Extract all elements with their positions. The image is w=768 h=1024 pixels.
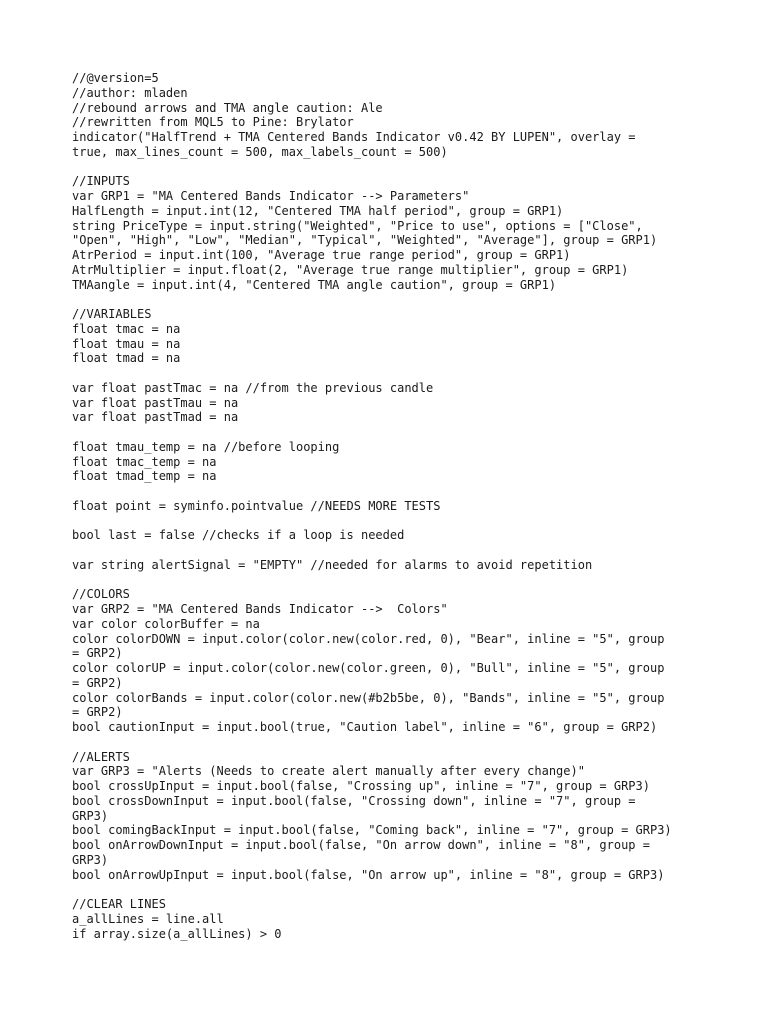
blank-line — [72, 735, 712, 750]
code-line: color colorDOWN = input.color(color.new(color.red, 0), "Bear", inline = "5", group — [72, 631, 665, 646]
code-line: "Open", "High", "Low", "Median", "Typical", "Weighted", "Average"], group = GRP1) — [72, 233, 658, 248]
code-line: //CLEAR LINES — [72, 897, 166, 911]
code-line: //ALERTS — [72, 749, 130, 764]
code-line: GRP3) — [72, 852, 109, 867]
code-line: AtrPeriod = input.int(100, "Average true range period", group = GRP1) — [72, 248, 571, 262]
code-line: bool onArrowUpInput = input.bool(false, "On arrow up", inline = "8", group = GRP3) — [72, 867, 665, 882]
code-line: bool cautionInput = input.bool(true, "Caution label", inline = "6", group = GRP2) — [72, 720, 658, 734]
code-line: var string alertSignal = "EMPTY" //needed for alarms to avoid repetition — [72, 557, 593, 572]
code-line: = GRP2) — [72, 705, 123, 720]
code-line: true, max_lines_count = 500, max_labels_count = 500) — [72, 144, 448, 159]
code-line: HalfLength = input.int(12, "Centered TMA half period", group = GRP1) — [72, 203, 564, 218]
code-line: = GRP2) — [72, 675, 123, 690]
blank-line — [72, 366, 712, 381]
code-line: var GRP2 = "MA Centered Bands Indicator --> Colors" — [72, 602, 448, 616]
code-line: bool crossDownInput = input.bool(false, "Crossing down", inline = "7", group = — [72, 793, 636, 808]
blank-line — [72, 484, 712, 499]
code-line: float point = syminfo.pointvalue //NEEDS MORE TESTS — [72, 498, 441, 513]
code-line: var GRP1 = "MA Centered Bands Indicator --> Parameters" — [72, 189, 470, 203]
code-line: color colorUP = input.color(color.new(color.green, 0), "Bull", inline = "5", group — [72, 661, 665, 675]
code-line: //rewritten from MQL5 to Pine: Brylator — [72, 115, 354, 130]
code-line: //VARIABLES — [72, 307, 152, 321]
code-line: float tmad = na — [72, 351, 181, 366]
code-line: //INPUTS — [72, 174, 130, 189]
code-line: var GRP3 = "Alerts (Needs to create alert manually after every change)" — [72, 764, 585, 779]
code-line: GRP3) — [72, 808, 109, 823]
code-line: bool last = false //checks if a loop is needed — [72, 528, 405, 543]
code-line: a_allLines = line.all — [72, 911, 224, 926]
code-line: if array.size(a_allLines) > 0 — [72, 926, 282, 941]
document-page — [72, 71, 712, 941]
code-line: string PriceType = input.string("Weighted", "Price to use", options = ["Close", — [72, 218, 643, 233]
code-line: color colorBands = input.color(color.new(#b2b5be, 0), "Bands", inline = "5", group — [72, 690, 665, 705]
blank-line — [72, 573, 712, 588]
code-line: //rebound arrows and TMA angle caution: Ale — [72, 100, 383, 115]
code-line: float tmau = na — [72, 336, 181, 351]
code-line: //@version=5 — [72, 71, 159, 85]
code-line: AtrMultiplier = input.float(2, "Average true range multiplier", group = GRP1) — [72, 262, 629, 277]
code-line: bool crossUpInput = input.bool(false, "Crossing up", inline = "7", group = GRP3) — [72, 779, 650, 793]
code-line: var color colorBuffer = na — [72, 616, 260, 631]
blank-line — [72, 543, 712, 558]
blank-line — [72, 514, 712, 529]
code-line: var float pastTmac = na //from the previous candle — [72, 380, 434, 395]
blank-line — [72, 160, 712, 175]
code-line: = GRP2) — [72, 646, 123, 661]
code-line: var float pastTmad = na — [72, 410, 239, 425]
code-line: //COLORS — [72, 587, 130, 602]
code-line: float tmad_temp = na — [72, 469, 217, 484]
code-line: float tmac = na — [72, 321, 181, 336]
code-line: //author: mladen — [72, 85, 188, 100]
code-line: bool onArrowDownInput = input.bool(false, "On arrow down", inline = "8", group = — [72, 838, 650, 852]
blank-line — [72, 882, 712, 897]
code-line: float tmau_temp = na //before looping — [72, 439, 340, 454]
code-line: indicator("HalfTrend + TMA Centered Bands Indicator v0.42 BY LUPEN", overlay = — [72, 130, 636, 144]
blank-line — [72, 292, 712, 307]
code-line: float tmac_temp = na — [72, 454, 217, 469]
code-line: var float pastTmau = na — [72, 395, 239, 410]
code-line: bool comingBackInput = input.bool(false, "Coming back", inline = "7", group = GRP3) — [72, 823, 672, 838]
code-line: TMAangle = input.int(4, "Centered TMA angle caution", group = GRP1) — [72, 277, 557, 292]
blank-line — [72, 425, 712, 440]
